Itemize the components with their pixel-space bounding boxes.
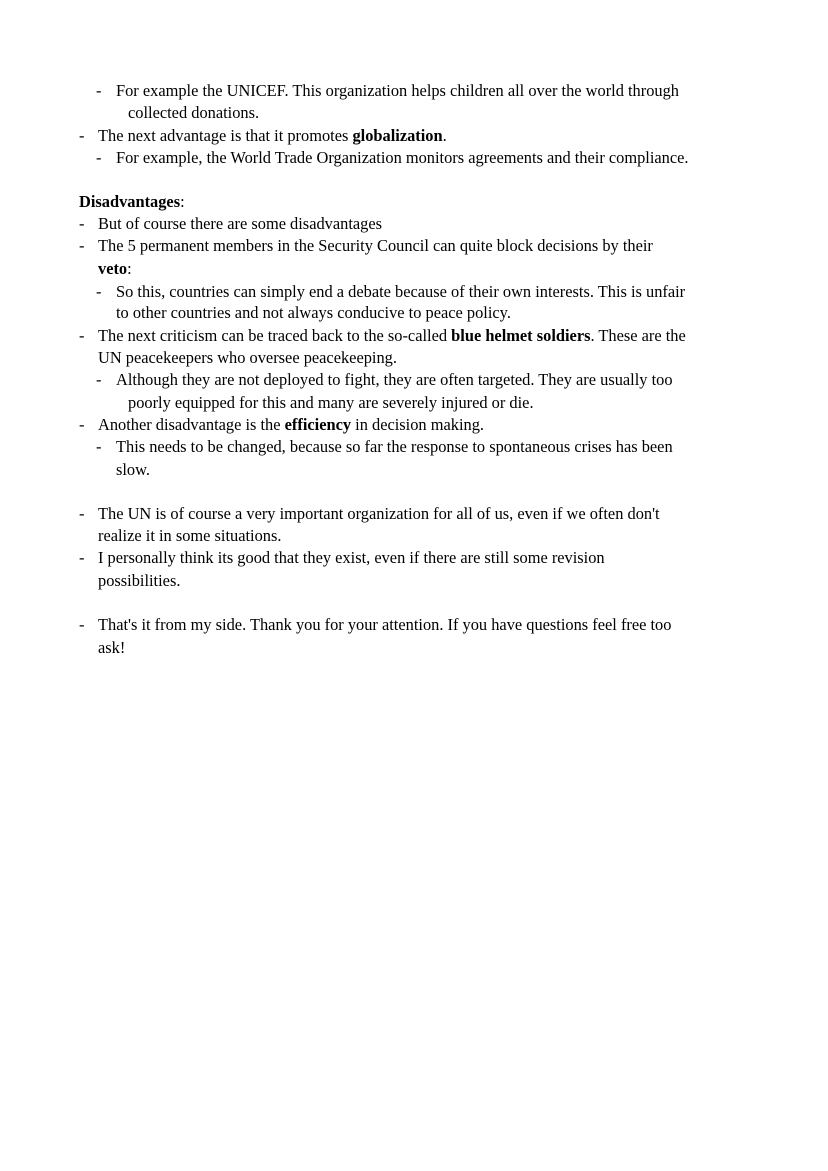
- text-line: Although they are not deployed to fight, they are often targeted. They are usually too: [116, 370, 673, 389]
- text-line: slow.: [116, 460, 150, 479]
- text-line: UN peacekeepers who oversee peacekeeping.: [98, 348, 397, 367]
- bullet-dash: -: [79, 326, 85, 345]
- section-heading: Disadvantages:: [79, 192, 185, 211]
- text-line: For example, the World Trade Organization monitors agreements and their compliance.: [116, 148, 689, 167]
- text-line: ask!: [98, 638, 126, 657]
- text-line: realize it in some situations.: [98, 526, 282, 545]
- sub-bullet-dash: -: [96, 282, 102, 301]
- text-line: So this, countries can simply end a debate because of their own interests. This is unfair: [116, 282, 686, 301]
- text-line: The next advantage is that it promotes globalization.: [98, 126, 447, 145]
- text-line: This needs to be changed, because so far the response to spontaneous crises has been: [116, 437, 673, 456]
- text-line: veto:: [98, 259, 132, 278]
- sub-bullet-dash: -: [96, 81, 102, 100]
- bold-term: blue helmet soldiers: [451, 326, 591, 345]
- sub-bullet-dash: -: [96, 437, 102, 456]
- text-line: collected donations.: [128, 103, 260, 122]
- bullet-dash: -: [79, 236, 85, 255]
- text-line: possibilities.: [98, 571, 181, 590]
- bullet-dash: -: [79, 415, 85, 434]
- bold-term: veto: [98, 259, 128, 278]
- text-line: But of course there are some disadvantages: [98, 214, 383, 233]
- text-line: poorly equipped for this and many are severely injured or die.: [128, 393, 534, 412]
- bullet-dash: -: [79, 615, 85, 634]
- bold-term: globalization: [352, 126, 443, 145]
- bullet-dash: -: [79, 504, 85, 523]
- sub-bullet-dash: -: [96, 370, 102, 389]
- text-line: Another disadvantage is the efficiency in decision making.: [98, 415, 484, 434]
- text-line: I personally think its good that they exist, even if there are still some revision: [98, 548, 605, 567]
- text-line: The UN is of course a very important organization for all of us, even if we often don't: [98, 504, 660, 523]
- sub-bullet-dash: -: [96, 148, 102, 167]
- text-line: The next criticism can be traced back to the so-called blue helmet soldiers. These are the: [98, 326, 686, 345]
- text-line: That's it from my side. Thank you for your attention. If you have questions feel free too: [98, 615, 672, 634]
- text-line: The 5 permanent members in the Security Council can quite block decisions by their: [98, 236, 653, 255]
- bullet-dash: -: [79, 214, 85, 233]
- bold-term: efficiency: [284, 415, 352, 434]
- bullet-dash: -: [79, 126, 85, 145]
- text-line: For example the UNICEF. This organization helps children all over the world through: [116, 81, 679, 100]
- bullet-dash: -: [79, 548, 85, 567]
- text-line: to other countries and not always conducive to peace policy.: [116, 303, 511, 322]
